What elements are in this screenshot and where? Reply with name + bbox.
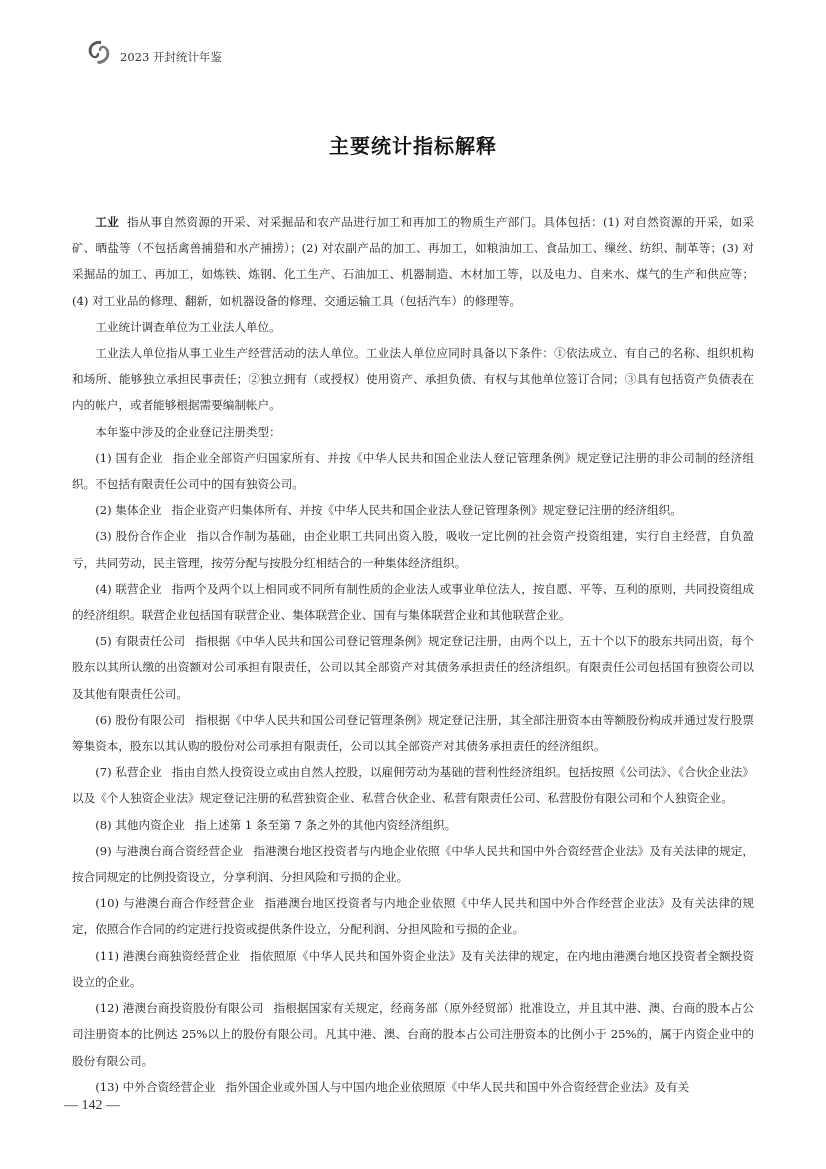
paragraph [72,523,754,575]
term-heading: (3) 股份合作企业 [95,529,187,544]
paragraph [72,1074,754,1100]
term-heading: (9) 与港澳台商合资经营企业 [95,843,244,858]
term-heading: (13) 中外合资经营企业 [95,1079,216,1094]
term-heading: (12) 港澳台商投资股份有限公司 [95,1001,264,1016]
paragraph-text: 指港澳台地区投资者与内地企业依照《中华人民共和国中外合作经营企业法》及有关法律的规定，依照合作合同的约定进行投资或提供条件设立，分配利润、分担风险和亏损的企业。 [72,896,754,937]
paragraph [72,890,754,942]
paragraph [72,838,754,890]
paragraph-text: 指以合作制为基础，由企业职工共同出资入股，吸收一定比例的社会资产投资组建，实行自主经营，自负盈亏，共同劳动，民主管理，按劳分配与按股分红相结合的一种集体经济组织。 [72,529,755,570]
paragraph [72,209,754,314]
paragraph-text: 指从事自然资源的开采、对采掘品和农产品进行加工和再加工的物质生产部门。具体包括：(1) 对自然资源的开采，如采矿、晒盐等（不包括禽兽捕猎和水产捕捞）；(2) 对农副产品的加工、再加工，如粮油加工、食品加工、缫丝、纺织、制革等；(3) 对采掘品的加工、再加工，如炼铁、炼钢、化工生产、石油加工、机器制造、木材加工等，以及电力、自来水、煤气的生产和供应等；(4) 对工业品的修理、翻新，如机器设备的修理、交通运输工具（包括汽车）的修理等。 [72,215,754,308]
yearbook-logo-icon [84,37,114,67]
paragraph-text: 指由自然人投资设立或由自然人控股，以雇佣劳动为基础的营利性经济组织。包括按照《公司法》、《合伙企业法》以及《个人独资企业法》规定登记注册的私营独资企业、私营合伙企业、私营有限责任公司、私营股份有限公司和个人独资企业。 [72,765,755,806]
paragraph [72,759,754,811]
paragraph [72,628,754,707]
term-heading: (2) 集体企业 [95,503,162,518]
paragraph [72,445,754,497]
paragraph [72,995,754,1074]
paragraph-text: 指根据国家有关规定，经商务部（原外经贸部）批准设立，并且其中港、澳、台商的股本占公司注册资本的比例达 25%以上的股份有限公司。凡其中港、澳、台商的股本占公司注册资本的比例小于 25%的，属于内资企业中的股份有限公司。 [72,1001,754,1068]
term-heading: (7) 私营企业 [95,765,162,780]
paragraph [72,419,754,445]
page-number: — 142 — [64,1098,120,1113]
paragraph [72,314,754,340]
paragraph-text: 指港澳台地区投资者与内地企业依照《中华人民共和国中外合资经营企业法》及有关法律的规定，按合同规定的比例投资设立，分享利润、分担风险和亏损的企业。 [72,843,754,885]
term-heading: (11) 港澳台商独资经营企业 [95,948,241,963]
paragraph [72,943,754,995]
term-heading: (10) 与港澳台商合作经营企业 [95,896,255,911]
page-title: 主要统计指标解释 [329,134,497,158]
paragraph-text: 指企业资产归集体所有、并按《中华人民共和国企业法人登记管理条例》规定登记注册的经济组织。 [171,503,682,518]
term-heading: 工业 [95,215,119,229]
term-heading: (4) 联营企业 [95,581,162,596]
paragraph-text: 指依照原《中华人民共和国外资企业法》及有关法律的规定，在内地由港澳台地区投资者全额投资设立的企业。 [72,948,754,989]
paragraph-text: 指两个及两个以上相同或不同所有制性质的企业法人或事业单位法人，按自愿、平等、互利的原则，共同投资组成的经济组织。联营企业包括国有联营企业、集体联营企业、国有与集体联营企业和其他联营企业。 [72,581,754,623]
paragraph-text: 指外国企业或外国人与中国内地企业依照原《中华人民共和国中外合资经营企业法》及有关 [225,1079,690,1094]
paragraph-text: 指企业全部资产归国家所有、并按《中华人民共和国企业法人登记管理条例》规定登记注册的非公司制的经济组织。不包括有限责任公司中的国有独资公司。 [72,450,754,492]
term-heading: (1) 国有企业 [95,450,164,465]
paragraph-text: 工业统计调查单位为工业法人单位。 [95,319,281,334]
paragraph-text: 指根据《中华人民共和国公司登记管理条例》规定登记注册，其全部注册资本由等额股份构成并通过发行股票筹集资本，股东以其认购的股份对公司承担有限责任，公司以其全部资产对其债务承担责任的经济组织。 [72,712,754,754]
yearbook-title: 2023 开封统计年鉴 [120,50,222,64]
term-heading: (6) 股份有限公司 [95,712,186,727]
term-heading: (5) 有限责任公司 [95,634,186,649]
paragraph [72,497,754,523]
paragraph-text: 指根据《中华人民共和国公司登记管理条例》规定登记注册，由两个以上，五十个以下的股东共同出资，每个股东以其所认缴的出资额对公司承担有限责任，公司以其全部资产对其债务承担责任的经济组织。有限责任公司包括国有独资公司以及其他有限责任公司。 [72,634,754,701]
paragraph [72,576,754,628]
paragraph-text: 本年鉴中涉及的企业登记注册类型： [95,424,281,439]
paragraph-text: 工业法人单位指从事工业生产经营活动的法人单位。工业法人单位应同时具备以下条件：①依法成立、有自己的名称、组织机构和场所、能够独立承担民事责任；②独立拥有（或授权）使用资产、承担负债、有权与其他单位签订合同；③具有包括资产负债表在内的帐户，或者能够根据需要编制帐户。 [72,346,754,413]
page-header [84,36,222,68]
article-body [72,209,754,1100]
paragraph [72,812,754,838]
term-heading: (8) 其他内资企业 [95,817,185,832]
paragraph [72,340,754,419]
paragraph-text: 指上述第 1 条至第 7 条之外的其他内资经济组织。 [194,817,457,832]
paragraph [72,707,754,759]
